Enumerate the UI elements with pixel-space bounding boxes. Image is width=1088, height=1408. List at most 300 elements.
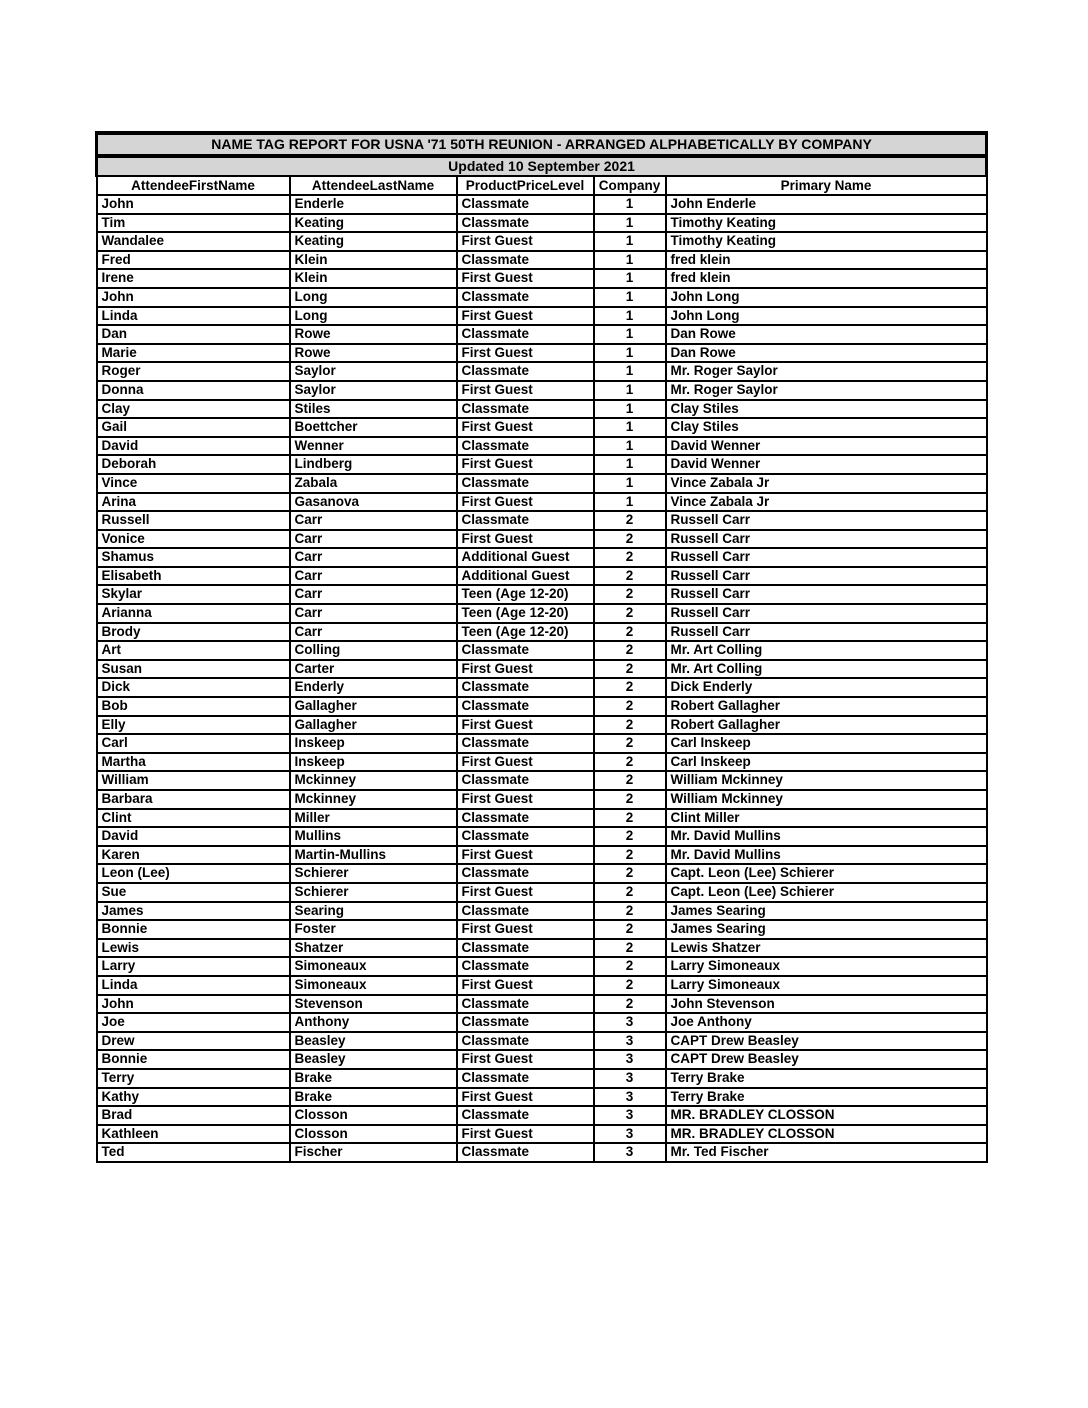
cell-attendee-last-name: Saylor bbox=[290, 362, 457, 381]
cell-attendee-last-name: Schierer bbox=[290, 883, 457, 902]
cell-attendee-last-name: Simoneaux bbox=[290, 976, 457, 995]
cell-company: 2 bbox=[594, 771, 666, 790]
table-row bbox=[97, 864, 987, 883]
cell-attendee-last-name: Gallagher bbox=[290, 716, 457, 735]
cell-attendee-first-name: Lewis bbox=[97, 939, 290, 958]
cell-company: 1 bbox=[594, 474, 666, 493]
cell-primary-name: CAPT Drew Beasley bbox=[666, 1032, 987, 1051]
cell-company: 3 bbox=[594, 1069, 666, 1088]
table-row bbox=[97, 251, 987, 270]
cell-attendee-last-name: Closson bbox=[290, 1125, 457, 1144]
cell-primary-name: Dan Rowe bbox=[666, 344, 987, 363]
cell-attendee-first-name: Ted bbox=[97, 1143, 290, 1162]
cell-company: 2 bbox=[594, 623, 666, 642]
cell-product-price-level: First Guest bbox=[457, 418, 594, 437]
cell-attendee-last-name: Keating bbox=[290, 232, 457, 251]
cell-company: 1 bbox=[594, 232, 666, 251]
cell-attendee-last-name: Klein bbox=[290, 269, 457, 288]
cell-product-price-level: First Guest bbox=[457, 232, 594, 251]
cell-attendee-first-name: Roger bbox=[97, 362, 290, 381]
table-row bbox=[97, 400, 987, 419]
table-row bbox=[97, 1106, 987, 1125]
table-row bbox=[97, 325, 987, 344]
cell-company: 3 bbox=[594, 1032, 666, 1051]
cell-attendee-last-name: Miller bbox=[290, 809, 457, 828]
cell-attendee-first-name: Vince bbox=[97, 474, 290, 493]
cell-attendee-first-name: John bbox=[97, 195, 290, 214]
cell-attendee-last-name: Klein bbox=[290, 251, 457, 270]
cell-company: 3 bbox=[594, 1143, 666, 1162]
cell-primary-name: Lewis Shatzer bbox=[666, 939, 987, 958]
cell-product-price-level: Teen (Age 12-20) bbox=[457, 604, 594, 623]
cell-attendee-first-name: Vonice bbox=[97, 530, 290, 549]
table-row bbox=[97, 809, 987, 828]
cell-attendee-first-name: David bbox=[97, 827, 290, 846]
cell-company: 3 bbox=[594, 1106, 666, 1125]
cell-product-price-level: Classmate bbox=[457, 437, 594, 456]
cell-attendee-first-name: James bbox=[97, 902, 290, 921]
column-header-company: Company bbox=[594, 176, 666, 195]
cell-primary-name: MR. BRADLEY CLOSSON bbox=[666, 1125, 987, 1144]
cell-attendee-last-name: Mullins bbox=[290, 827, 457, 846]
cell-company: 1 bbox=[594, 307, 666, 326]
cell-product-price-level: Classmate bbox=[457, 400, 594, 419]
cell-attendee-first-name: Carl bbox=[97, 734, 290, 753]
cell-primary-name: Mr. Art Colling bbox=[666, 641, 987, 660]
cell-attendee-first-name: Brody bbox=[97, 623, 290, 642]
cell-attendee-last-name: Brake bbox=[290, 1069, 457, 1088]
cell-primary-name: Mr. David Mullins bbox=[666, 846, 987, 865]
cell-product-price-level: Classmate bbox=[457, 939, 594, 958]
cell-product-price-level: Classmate bbox=[457, 1013, 594, 1032]
cell-primary-name: Terry Brake bbox=[666, 1088, 987, 1107]
cell-product-price-level: First Guest bbox=[457, 1088, 594, 1107]
table-row bbox=[97, 307, 987, 326]
cell-attendee-first-name: Gail bbox=[97, 418, 290, 437]
cell-primary-name: Mr. Ted Fischer bbox=[666, 1143, 987, 1162]
table-row bbox=[97, 511, 987, 530]
cell-company: 1 bbox=[594, 195, 666, 214]
table-row bbox=[97, 790, 987, 809]
cell-primary-name: Joe Anthony bbox=[666, 1013, 987, 1032]
cell-attendee-last-name: Anthony bbox=[290, 1013, 457, 1032]
cell-attendee-first-name: Bob bbox=[97, 697, 290, 716]
cell-product-price-level: Classmate bbox=[457, 902, 594, 921]
cell-primary-name: John Stevenson bbox=[666, 995, 987, 1014]
table-row bbox=[97, 827, 987, 846]
column-header-product-price-level: ProductPriceLevel bbox=[457, 176, 594, 195]
table-row bbox=[97, 1125, 987, 1144]
cell-attendee-last-name: Schierer bbox=[290, 864, 457, 883]
cell-attendee-last-name: Closson bbox=[290, 1106, 457, 1125]
cell-product-price-level: Classmate bbox=[457, 678, 594, 697]
cell-attendee-last-name: Brake bbox=[290, 1088, 457, 1107]
cell-attendee-last-name: Mckinney bbox=[290, 771, 457, 790]
cell-company: 3 bbox=[594, 1013, 666, 1032]
title-row bbox=[97, 133, 987, 156]
cell-attendee-first-name: Larry bbox=[97, 957, 290, 976]
cell-attendee-first-name: Fred bbox=[97, 251, 290, 270]
cell-attendee-first-name: Brad bbox=[97, 1106, 290, 1125]
cell-attendee-first-name: Art bbox=[97, 641, 290, 660]
cell-primary-name: fred klein bbox=[666, 251, 987, 270]
table-row bbox=[97, 976, 987, 995]
column-header-attendee-last-name: AttendeeLastName bbox=[290, 176, 457, 195]
cell-company: 2 bbox=[594, 995, 666, 1014]
cell-attendee-last-name: Keating bbox=[290, 214, 457, 233]
cell-primary-name: John Enderle bbox=[666, 195, 987, 214]
cell-company: 1 bbox=[594, 400, 666, 419]
cell-company: 2 bbox=[594, 734, 666, 753]
cell-attendee-last-name: Carter bbox=[290, 660, 457, 679]
updated-row bbox=[97, 156, 987, 176]
column-header-attendee-first-name: AttendeeFirstName bbox=[97, 176, 290, 195]
cell-company: 3 bbox=[594, 1088, 666, 1107]
cell-product-price-level: Classmate bbox=[457, 809, 594, 828]
cell-company: 1 bbox=[594, 418, 666, 437]
cell-primary-name: Vince Zabala Jr bbox=[666, 474, 987, 493]
table-row bbox=[97, 660, 987, 679]
cell-attendee-last-name: Rowe bbox=[290, 344, 457, 363]
table-row bbox=[97, 1013, 987, 1032]
cell-product-price-level: First Guest bbox=[457, 976, 594, 995]
cell-product-price-level: First Guest bbox=[457, 493, 594, 512]
cell-product-price-level: First Guest bbox=[457, 307, 594, 326]
table-row bbox=[97, 530, 987, 549]
cell-attendee-last-name: Carr bbox=[290, 585, 457, 604]
cell-product-price-level: Classmate bbox=[457, 827, 594, 846]
cell-product-price-level: Classmate bbox=[457, 641, 594, 660]
cell-company: 2 bbox=[594, 883, 666, 902]
report-title: NAME TAG REPORT FOR USNA '71 50TH REUNION - ARRANGED ALPHABETICALLY BY COMPANY bbox=[97, 133, 987, 156]
cell-company: 1 bbox=[594, 362, 666, 381]
cell-product-price-level: Additional Guest bbox=[457, 567, 594, 586]
column-header-row bbox=[97, 176, 987, 195]
cell-attendee-first-name: Drew bbox=[97, 1032, 290, 1051]
cell-product-price-level: Classmate bbox=[457, 1032, 594, 1051]
cell-attendee-first-name: Susan bbox=[97, 660, 290, 679]
cell-company: 2 bbox=[594, 809, 666, 828]
cell-primary-name: James Searing bbox=[666, 902, 987, 921]
cell-attendee-last-name: Searing bbox=[290, 902, 457, 921]
table-row bbox=[97, 288, 987, 307]
cell-company: 2 bbox=[594, 660, 666, 679]
cell-primary-name: John Long bbox=[666, 307, 987, 326]
table-row bbox=[97, 362, 987, 381]
table-row bbox=[97, 678, 987, 697]
cell-primary-name: Clint Miller bbox=[666, 809, 987, 828]
cell-company: 2 bbox=[594, 548, 666, 567]
cell-product-price-level: First Guest bbox=[457, 530, 594, 549]
cell-primary-name: Larry Simoneaux bbox=[666, 957, 987, 976]
cell-attendee-first-name: Dick bbox=[97, 678, 290, 697]
cell-primary-name: Dick Enderly bbox=[666, 678, 987, 697]
cell-attendee-last-name: Gasanova bbox=[290, 493, 457, 512]
cell-product-price-level: First Guest bbox=[457, 883, 594, 902]
cell-product-price-level: Classmate bbox=[457, 771, 594, 790]
cell-company: 2 bbox=[594, 511, 666, 530]
cell-primary-name: Clay Stiles bbox=[666, 418, 987, 437]
cell-attendee-first-name: Irene bbox=[97, 269, 290, 288]
cell-attendee-first-name: Linda bbox=[97, 976, 290, 995]
cell-product-price-level: Teen (Age 12-20) bbox=[457, 585, 594, 604]
cell-primary-name: William Mckinney bbox=[666, 790, 987, 809]
cell-attendee-first-name: Tim bbox=[97, 214, 290, 233]
cell-primary-name: Timothy Keating bbox=[666, 214, 987, 233]
cell-company: 2 bbox=[594, 790, 666, 809]
table-row bbox=[97, 1050, 987, 1069]
cell-company: 1 bbox=[594, 437, 666, 456]
cell-primary-name: Mr. Roger Saylor bbox=[666, 362, 987, 381]
cell-attendee-last-name: Rowe bbox=[290, 325, 457, 344]
cell-attendee-first-name: Leon (Lee) bbox=[97, 864, 290, 883]
cell-attendee-last-name: Inskeep bbox=[290, 753, 457, 772]
cell-attendee-first-name: Skylar bbox=[97, 585, 290, 604]
cell-primary-name: John Long bbox=[666, 288, 987, 307]
cell-primary-name: Mr. Roger Saylor bbox=[666, 381, 987, 400]
cell-product-price-level: Teen (Age 12-20) bbox=[457, 623, 594, 642]
cell-primary-name: Capt. Leon (Lee) Schierer bbox=[666, 883, 987, 902]
cell-attendee-last-name: Fischer bbox=[290, 1143, 457, 1162]
cell-attendee-first-name: Clint bbox=[97, 809, 290, 828]
cell-attendee-first-name: Martha bbox=[97, 753, 290, 772]
cell-primary-name: James Searing bbox=[666, 920, 987, 939]
table-row bbox=[97, 585, 987, 604]
table-row bbox=[97, 567, 987, 586]
cell-attendee-first-name: Deborah bbox=[97, 455, 290, 474]
cell-product-price-level: Classmate bbox=[457, 864, 594, 883]
table-row bbox=[97, 195, 987, 214]
cell-attendee-last-name: Carr bbox=[290, 623, 457, 642]
cell-primary-name: Russell Carr bbox=[666, 511, 987, 530]
cell-primary-name: MR. BRADLEY CLOSSON bbox=[666, 1106, 987, 1125]
cell-company: 1 bbox=[594, 214, 666, 233]
cell-product-price-level: First Guest bbox=[457, 1125, 594, 1144]
cell-attendee-first-name: John bbox=[97, 288, 290, 307]
cell-attendee-last-name: Enderle bbox=[290, 195, 457, 214]
cell-company: 1 bbox=[594, 344, 666, 363]
cell-product-price-level: First Guest bbox=[457, 269, 594, 288]
cell-company: 2 bbox=[594, 567, 666, 586]
cell-attendee-first-name: Shamus bbox=[97, 548, 290, 567]
cell-company: 2 bbox=[594, 939, 666, 958]
cell-company: 2 bbox=[594, 920, 666, 939]
cell-product-price-level: Classmate bbox=[457, 214, 594, 233]
cell-company: 2 bbox=[594, 957, 666, 976]
table-row bbox=[97, 957, 987, 976]
table-row bbox=[97, 548, 987, 567]
cell-attendee-last-name: Long bbox=[290, 307, 457, 326]
cell-primary-name: Carl Inskeep bbox=[666, 753, 987, 772]
cell-attendee-last-name: Boettcher bbox=[290, 418, 457, 437]
cell-attendee-first-name: Kathleen bbox=[97, 1125, 290, 1144]
cell-company: 1 bbox=[594, 269, 666, 288]
cell-product-price-level: Classmate bbox=[457, 362, 594, 381]
cell-attendee-last-name: Lindberg bbox=[290, 455, 457, 474]
table-row bbox=[97, 697, 987, 716]
cell-product-price-level: Classmate bbox=[457, 325, 594, 344]
cell-attendee-last-name: Foster bbox=[290, 920, 457, 939]
table-row bbox=[97, 493, 987, 512]
table-row bbox=[97, 214, 987, 233]
cell-attendee-last-name: Beasley bbox=[290, 1050, 457, 1069]
cell-attendee-last-name: Stevenson bbox=[290, 995, 457, 1014]
cell-company: 2 bbox=[594, 846, 666, 865]
cell-primary-name: Robert Gallagher bbox=[666, 697, 987, 716]
cell-company: 2 bbox=[594, 697, 666, 716]
cell-company: 2 bbox=[594, 864, 666, 883]
cell-product-price-level: First Guest bbox=[457, 381, 594, 400]
cell-company: 1 bbox=[594, 493, 666, 512]
cell-primary-name: Robert Gallagher bbox=[666, 716, 987, 735]
cell-primary-name: David Wenner bbox=[666, 437, 987, 456]
name-tag-report bbox=[95, 131, 985, 1163]
cell-attendee-last-name: Carr bbox=[290, 567, 457, 586]
cell-attendee-first-name: Bonnie bbox=[97, 920, 290, 939]
cell-primary-name: Mr. David Mullins bbox=[666, 827, 987, 846]
column-header-primary-name: Primary Name bbox=[666, 176, 987, 195]
cell-attendee-last-name: Enderly bbox=[290, 678, 457, 697]
table-row bbox=[97, 641, 987, 660]
table-row bbox=[97, 344, 987, 363]
cell-primary-name: Russell Carr bbox=[666, 530, 987, 549]
cell-attendee-first-name: Wandalee bbox=[97, 232, 290, 251]
table-row bbox=[97, 604, 987, 623]
table-row bbox=[97, 381, 987, 400]
cell-product-price-level: Classmate bbox=[457, 511, 594, 530]
table-row bbox=[97, 753, 987, 772]
cell-attendee-last-name: Saylor bbox=[290, 381, 457, 400]
table-row bbox=[97, 418, 987, 437]
cell-company: 2 bbox=[594, 641, 666, 660]
cell-product-price-level: First Guest bbox=[457, 455, 594, 474]
cell-product-price-level: Classmate bbox=[457, 251, 594, 270]
cell-primary-name: Terry Brake bbox=[666, 1069, 987, 1088]
cell-primary-name: Russell Carr bbox=[666, 623, 987, 642]
cell-product-price-level: First Guest bbox=[457, 716, 594, 735]
cell-attendee-first-name: Bonnie bbox=[97, 1050, 290, 1069]
cell-company: 1 bbox=[594, 455, 666, 474]
cell-product-price-level: Classmate bbox=[457, 734, 594, 753]
cell-company: 2 bbox=[594, 827, 666, 846]
cell-attendee-first-name: Joe bbox=[97, 1013, 290, 1032]
cell-product-price-level: Classmate bbox=[457, 195, 594, 214]
cell-primary-name: David Wenner bbox=[666, 455, 987, 474]
cell-product-price-level: Additional Guest bbox=[457, 548, 594, 567]
cell-company: 2 bbox=[594, 753, 666, 772]
table-row bbox=[97, 623, 987, 642]
cell-attendee-first-name: John bbox=[97, 995, 290, 1014]
cell-attendee-last-name: Stiles bbox=[290, 400, 457, 419]
cell-primary-name: Capt. Leon (Lee) Schierer bbox=[666, 864, 987, 883]
cell-company: 1 bbox=[594, 288, 666, 307]
cell-primary-name: Carl Inskeep bbox=[666, 734, 987, 753]
table-row bbox=[97, 269, 987, 288]
table-row bbox=[97, 1143, 987, 1162]
table-row bbox=[97, 1032, 987, 1051]
cell-company: 2 bbox=[594, 976, 666, 995]
cell-primary-name: Mr. Art Colling bbox=[666, 660, 987, 679]
cell-attendee-first-name: Donna bbox=[97, 381, 290, 400]
cell-attendee-first-name: Dan bbox=[97, 325, 290, 344]
cell-primary-name: fred klein bbox=[666, 269, 987, 288]
cell-attendee-first-name: Terry bbox=[97, 1069, 290, 1088]
cell-primary-name: CAPT Drew Beasley bbox=[666, 1050, 987, 1069]
cell-company: 3 bbox=[594, 1125, 666, 1144]
table-row bbox=[97, 846, 987, 865]
cell-attendee-last-name: Carr bbox=[290, 530, 457, 549]
table-row bbox=[97, 716, 987, 735]
cell-primary-name: Timothy Keating bbox=[666, 232, 987, 251]
table-row bbox=[97, 455, 987, 474]
cell-product-price-level: Classmate bbox=[457, 1069, 594, 1088]
report-table bbox=[95, 131, 988, 1163]
cell-product-price-level: First Guest bbox=[457, 1050, 594, 1069]
cell-primary-name: Russell Carr bbox=[666, 548, 987, 567]
cell-attendee-last-name: Wenner bbox=[290, 437, 457, 456]
cell-attendee-last-name: Simoneaux bbox=[290, 957, 457, 976]
table-row bbox=[97, 939, 987, 958]
cell-primary-name: Russell Carr bbox=[666, 567, 987, 586]
table-row bbox=[97, 437, 987, 456]
table-row bbox=[97, 771, 987, 790]
cell-attendee-first-name: Sue bbox=[97, 883, 290, 902]
cell-attendee-last-name: Martin-Mullins bbox=[290, 846, 457, 865]
cell-primary-name: Vince Zabala Jr bbox=[666, 493, 987, 512]
cell-product-price-level: Classmate bbox=[457, 1106, 594, 1125]
cell-attendee-first-name: Barbara bbox=[97, 790, 290, 809]
cell-product-price-level: Classmate bbox=[457, 697, 594, 716]
cell-primary-name: William Mckinney bbox=[666, 771, 987, 790]
cell-company: 1 bbox=[594, 325, 666, 344]
cell-attendee-first-name: David bbox=[97, 437, 290, 456]
cell-attendee-first-name: Clay bbox=[97, 400, 290, 419]
cell-attendee-first-name: Elisabeth bbox=[97, 567, 290, 586]
cell-company: 1 bbox=[594, 381, 666, 400]
table-row bbox=[97, 232, 987, 251]
cell-company: 2 bbox=[594, 678, 666, 697]
cell-primary-name: Clay Stiles bbox=[666, 400, 987, 419]
cell-attendee-first-name: Linda bbox=[97, 307, 290, 326]
table-row bbox=[97, 734, 987, 753]
cell-attendee-last-name: Long bbox=[290, 288, 457, 307]
cell-company: 2 bbox=[594, 902, 666, 921]
cell-attendee-first-name: Marie bbox=[97, 344, 290, 363]
cell-primary-name: Dan Rowe bbox=[666, 325, 987, 344]
cell-company: 1 bbox=[594, 251, 666, 270]
cell-attendee-first-name: Kathy bbox=[97, 1088, 290, 1107]
cell-company: 3 bbox=[594, 1050, 666, 1069]
cell-attendee-last-name: Mckinney bbox=[290, 790, 457, 809]
table-row bbox=[97, 920, 987, 939]
cell-product-price-level: First Guest bbox=[457, 846, 594, 865]
cell-company: 2 bbox=[594, 530, 666, 549]
cell-product-price-level: First Guest bbox=[457, 660, 594, 679]
table-row bbox=[97, 995, 987, 1014]
cell-attendee-last-name: Gallagher bbox=[290, 697, 457, 716]
cell-attendee-last-name: Carr bbox=[290, 604, 457, 623]
cell-attendee-last-name: Beasley bbox=[290, 1032, 457, 1051]
table-row bbox=[97, 474, 987, 493]
cell-primary-name: Larry Simoneaux bbox=[666, 976, 987, 995]
cell-attendee-first-name: Elly bbox=[97, 716, 290, 735]
table-row bbox=[97, 883, 987, 902]
cell-product-price-level: Classmate bbox=[457, 474, 594, 493]
cell-product-price-level: Classmate bbox=[457, 995, 594, 1014]
cell-attendee-first-name: Karen bbox=[97, 846, 290, 865]
cell-attendee-last-name: Shatzer bbox=[290, 939, 457, 958]
cell-attendee-last-name: Carr bbox=[290, 548, 457, 567]
